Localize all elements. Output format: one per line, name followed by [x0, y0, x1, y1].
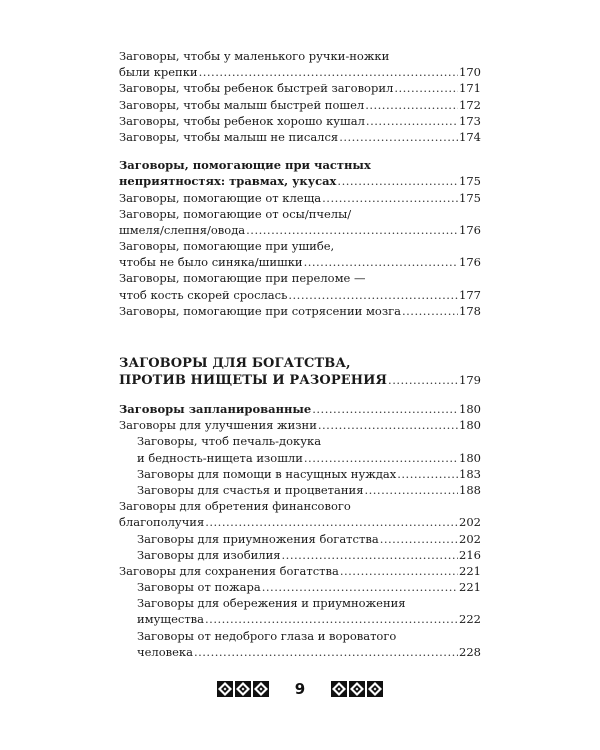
toc-entry — [119, 113, 481, 129]
toc-page-number: 170 — [459, 65, 481, 80]
toc-page-number: 178 — [459, 303, 481, 318]
diamond-ornament-icon — [367, 681, 383, 697]
toc-entry — [119, 287, 481, 303]
toc-entry-text: имущества — [137, 612, 205, 627]
toc-entry — [119, 417, 481, 433]
toc-entry-text: Заговоры, помогающие от клеща — [119, 190, 322, 205]
leader-dots — [364, 482, 458, 498]
toc-page-number: 179 — [459, 373, 481, 387]
toc-chapter-heading — [119, 355, 481, 389]
toc-subentry — [119, 595, 481, 611]
diamond-ornament-icon — [235, 681, 251, 697]
toc-entry-text: Заговоры, чтоб печаль-докука — [137, 434, 322, 449]
toc-page-number: 171 — [459, 81, 481, 96]
toc-entry-text: чтоб кость скорей срослась — [119, 287, 288, 302]
toc-page-number: 172 — [459, 97, 481, 112]
toc-entry-text: Заговоры от пожара — [137, 580, 261, 595]
toc-entry — [119, 190, 481, 206]
leader-dots — [304, 450, 458, 466]
footer-ornament-right — [331, 681, 383, 697]
page-footer — [0, 680, 600, 698]
chapter-title-text: ПРОТИВ НИЩЕТЫ И РАЗОРЕНИЯ — [119, 373, 388, 388]
leader-dots — [366, 113, 458, 129]
chapter-title-line — [119, 355, 481, 372]
diamond-ornament-icon — [331, 681, 347, 697]
leader-dots — [337, 173, 458, 189]
toc-entry-text: Заговоры для обережения и приумножения — [137, 596, 406, 611]
toc-page-number: 173 — [459, 113, 481, 128]
toc-entry — [119, 238, 481, 254]
leader-dots — [397, 466, 458, 482]
toc-page-number: 176 — [459, 255, 481, 270]
toc-subentry — [119, 482, 481, 498]
toc-page-number: 202 — [459, 515, 481, 530]
toc-subentry — [119, 579, 481, 595]
toc-entry — [119, 80, 481, 96]
leader-dots — [282, 547, 459, 563]
leader-dots — [288, 287, 458, 303]
toc-entry — [119, 303, 481, 319]
toc-group-children — [119, 48, 481, 145]
toc-page-number: 221 — [459, 563, 481, 578]
leader-dots — [194, 644, 458, 660]
table-of-contents — [119, 48, 481, 660]
toc-page-number: 175 — [459, 190, 481, 205]
toc-entry-text: Заговоры, помогающие при частных — [119, 158, 371, 173]
toc-entry — [119, 514, 481, 530]
toc-group-injuries — [119, 157, 481, 319]
leader-dots — [322, 190, 458, 206]
toc-entry — [119, 222, 481, 238]
leader-dots — [318, 417, 458, 433]
toc-entry-text: Заговоры, чтобы малыш быстрей пошел — [119, 97, 365, 112]
toc-entry-text: Заговоры, помогающие при переломе — — [119, 271, 366, 286]
toc-entry — [119, 129, 481, 145]
toc-entry-text: неприятностях: травмах, укусах — [119, 174, 337, 189]
toc-page-number: 202 — [459, 531, 481, 546]
toc-page-number: 183 — [459, 466, 481, 481]
leader-dots — [339, 129, 458, 145]
toc-subentry — [119, 450, 481, 466]
toc-section-title — [119, 173, 481, 189]
toc-page-number: 175 — [459, 174, 481, 189]
toc-entry-text: Заговоры от недоброго глаза и вороватого — [137, 628, 397, 643]
toc-page-number: 176 — [459, 222, 481, 237]
leader-dots — [199, 64, 458, 80]
leader-dots — [205, 514, 458, 530]
toc-subentry — [119, 433, 481, 449]
page-number: 9 — [294, 680, 306, 698]
diamond-ornament-icon — [349, 681, 365, 697]
diamond-ornament-icon — [253, 681, 269, 697]
toc-page-number: 180 — [459, 418, 481, 433]
toc-page-number: 188 — [459, 482, 481, 497]
leader-dots — [205, 611, 458, 627]
toc-entry — [119, 563, 481, 579]
toc-entry-text: шмеля/слепня/овода — [119, 222, 246, 237]
leader-dots — [246, 222, 458, 238]
toc-entry-text: Заговоры для обретения финансового — [119, 499, 351, 514]
toc-page-number: 228 — [459, 644, 481, 659]
toc-section-title — [119, 401, 481, 417]
chapter-title-text: ЗАГОВОРЫ ДЛЯ БОГАТСТВА, — [119, 356, 351, 371]
chapter-title-line — [119, 372, 481, 389]
toc-entry-text: Заговоры запланированные — [119, 402, 312, 416]
toc-entry — [119, 48, 481, 64]
toc-subentry — [119, 547, 481, 563]
toc-entry — [119, 254, 481, 270]
diamond-ornament-icon — [217, 681, 233, 697]
toc-page-number: 180 — [459, 450, 481, 465]
toc-section-title — [119, 157, 481, 173]
toc-entry-text: Заговоры, помогающие при ушибе, — [119, 239, 335, 254]
toc-page-number: 180 — [459, 402, 481, 416]
toc-entry — [119, 64, 481, 80]
toc-entry-text: чтобы не было синяка/шишки — [119, 255, 303, 270]
toc-subentry — [119, 531, 481, 547]
toc-page-number: 222 — [459, 612, 481, 627]
toc-subentry — [119, 628, 481, 644]
toc-page-number: 221 — [459, 580, 481, 595]
footer-ornament-left — [217, 681, 269, 697]
toc-entry-text: Заговоры, помогающие при сотрясении мозга — [119, 303, 401, 318]
toc-entry-text: Заговоры для сохранения богатства — [119, 563, 339, 578]
leader-dots — [388, 372, 458, 389]
toc-entry-text: Заговоры, помогающие от осы/пчелы/ — [119, 206, 352, 221]
leader-dots — [340, 563, 458, 579]
toc-page-number: 177 — [459, 287, 481, 302]
toc-page-number: 216 — [459, 547, 481, 562]
leader-dots — [312, 401, 458, 417]
toc-entry-text: Заговоры, чтобы малыш не писался — [119, 129, 339, 144]
leader-dots — [365, 97, 458, 113]
toc-entry — [119, 498, 481, 514]
toc-entry-text: Заговоры для помощи в насущных нуждах — [137, 466, 397, 481]
leader-dots — [304, 254, 458, 270]
toc-entry-text: Заговоры для приумножения богатства — [137, 531, 379, 546]
toc-entry-text: Заговоры для счастья и процветания — [137, 482, 364, 497]
toc-entry-text: были крепки — [119, 65, 198, 80]
toc-entry-text: Заговоры, чтобы у маленького ручки-ножки — [119, 49, 390, 63]
toc-entry — [119, 97, 481, 113]
toc-entry-text: Заговоры, чтобы ребенок быстрей заговорил — [119, 81, 394, 96]
toc-page-number: 174 — [459, 129, 481, 144]
toc-entry-text: благополучия — [119, 515, 205, 530]
toc-subentry — [119, 466, 481, 482]
leader-dots — [394, 80, 458, 96]
toc-entry-text: и бедность-нищета изошли — [137, 450, 303, 465]
toc-entry — [119, 206, 481, 222]
leader-dots — [380, 531, 458, 547]
toc-entry-text: Заговоры для улучшения жизни — [119, 418, 317, 433]
leader-dots — [262, 579, 458, 595]
toc-entry — [119, 270, 481, 286]
toc-subentry — [119, 644, 481, 660]
toc-entry-text: Заговоры, чтобы ребенок хорошо кушал — [119, 113, 365, 128]
toc-subentry — [119, 611, 481, 627]
toc-entry-text: человека — [137, 644, 193, 659]
toc-entry-text: Заговоры для изобилия — [137, 547, 281, 562]
leader-dots — [402, 303, 458, 319]
toc-group-wealth — [119, 401, 481, 660]
